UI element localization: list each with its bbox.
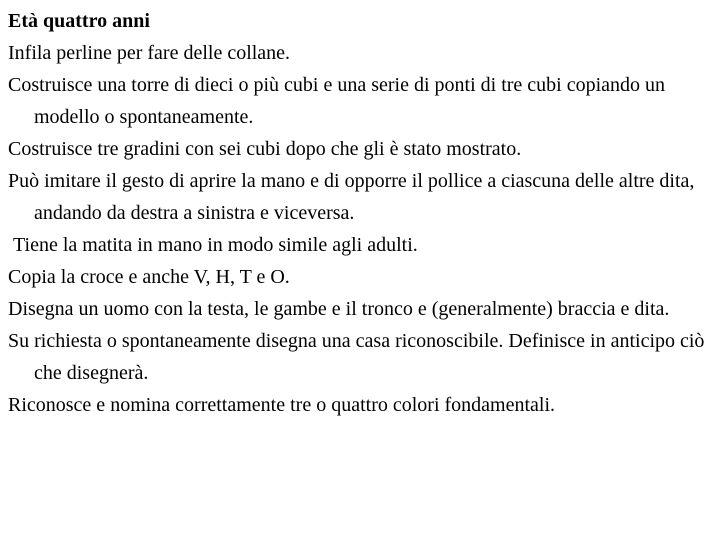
- milestone-item-9: Riconosce e nomina correttamente tre o quattro colori fondamentali.: [8, 394, 556, 416]
- milestone-item-4: Può imitare il gesto di aprire la mano e di opporre il pollice a ciascuna delle altre dita, andando da destra a sinistra e viceversa.: [8, 170, 700, 224]
- milestone-list: [8, 37, 720, 421]
- milestone-item-7: Disegna un uomo con la testa, le gambe e il tronco e (generalmente) braccia e dita.: [8, 298, 670, 320]
- milestone-item-3: Costruisce tre gradini con sei cubi dopo che gli è stato mostrato.: [8, 138, 522, 160]
- milestone-item-8: Su richiesta o spontaneamente disegna una casa riconoscibile. Definisce in anticipo ciò che disegnerà.: [8, 330, 710, 384]
- page-title: Età quattro anni: [8, 10, 150, 32]
- milestone-item-5: Tiene la matita in mano in modo simile agli adulti.: [8, 234, 418, 256]
- milestone-item-6: Copia la croce e anche V, H, T e O.: [8, 266, 290, 288]
- milestone-item-2: Costruisce una torre di dieci o più cubi e una serie di ponti di tre cubi copiando un modello o spontaneamente.: [8, 74, 671, 128]
- milestone-item-1: Infila perline per fare delle collane.: [8, 42, 291, 64]
